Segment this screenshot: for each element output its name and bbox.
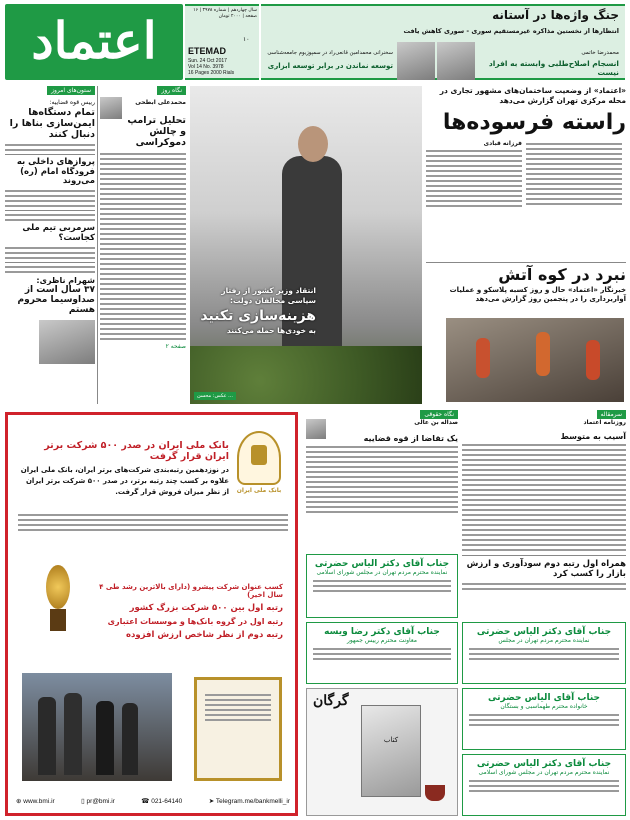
condolence-4[interactable] (462, 688, 626, 750)
condolence-1[interactable] (306, 554, 458, 618)
lead-headline[interactable]: راسته فرسوده‌ها (442, 110, 626, 136)
issue-info: سال چهاردهم | شماره ۳۹۷۸ | ۱۶ صفحه | ۲۰۰۰ تومان (193, 8, 257, 19)
achievement-3: رتبه اول در گروه بانک‌ها و موسسات اعتباری (107, 617, 283, 626)
condolence-3-title: جناب آقای دکتر الیاس حضرتی (476, 627, 612, 637)
achievement-1: کسب عنوان شرکت پیشرو (دارای بالاترین رشد طی ۴ سال اخیر) (99, 583, 283, 599)
section-tag-left: ستون‌های امروز (47, 86, 95, 95)
mid-author: صداله بن عالی (414, 419, 458, 426)
left-item1-kicker: رییس قوه قضاییه: (49, 99, 95, 106)
lead-kicker: «اعتماد» از وضعیت ساختمان‌های مشهور تجاری در محله مرکزی تهران گزارش می‌دهد (439, 86, 626, 106)
bank-ad[interactable] (5, 412, 298, 816)
main-photo-text (196, 286, 316, 335)
fire-story (426, 266, 626, 404)
condolence-5-sub: نماینده محترم مردم تهران در مجلس شورای اسلامی (478, 769, 610, 776)
mid-column (306, 410, 458, 550)
right-column (462, 410, 626, 620)
certificate (194, 677, 282, 781)
ceremony-photo (22, 673, 172, 781)
mid-author-photo (306, 419, 326, 439)
analysis-title[interactable]: تحلیل ترامپ و چالش دموکراسی (127, 115, 186, 148)
condolence-2-sub: معاونت محترم رییس جمهور (346, 637, 417, 644)
telegram-link[interactable]: ➤ Telegram.me/bankmelli_ir (208, 798, 290, 805)
nazeri-photo (39, 320, 95, 364)
teaser-top-title: جنگ واژه‌ها در آستانه (492, 8, 619, 22)
person2-photo (437, 42, 475, 80)
section-tag-right: سرمقاله (597, 410, 626, 419)
pages-latin: 16 Pages 2000 Rials (188, 70, 235, 76)
main-photo-kicker: انتقاد وزیر کشور از رفتار سیاسی مخالفان دولت: (221, 286, 316, 305)
globe-icon: ⊕ (16, 798, 24, 805)
left-item4-title[interactable]: ۳۷ سال است از صداوسیما محروم هستم (17, 284, 95, 316)
mobile-icon: ▯ (81, 798, 87, 805)
condolence-5-title: جناب آقای دکتر الیاس حضرتی (476, 759, 612, 769)
condolence-1-sub: نماینده محترم مردم تهران در مجلس شورای اسلامی (316, 569, 448, 576)
achievement-4: رتبه دوم از نظر شاخص ارزش افزوده (125, 630, 283, 640)
person2-caption: محمدرضا خاتمی (581, 50, 619, 56)
fire-sub: خبرنگار «اعتماد» حال و روز کسبه پلاسکو و عملیات آواربرداری را در پنجمین روز گزارش می‌دهد (449, 286, 626, 304)
masthead-info (185, 4, 259, 80)
condolence-5[interactable] (462, 754, 626, 816)
website-link[interactable]: ⊕ www.bmi.ir (16, 798, 55, 805)
book-ad[interactable] (306, 688, 458, 816)
telegram-icon: ➤ (208, 798, 216, 805)
book-cover-label: کتاب (383, 736, 399, 744)
trophy-icon (38, 565, 78, 637)
ad-achievements (93, 583, 283, 640)
left-item1-title[interactable]: تمام دستگاه‌ها ایمن‌سازی بناها را دنبال کنند (9, 107, 95, 140)
mid-title[interactable]: یک تقاضا از قوه قضاییه (363, 434, 458, 443)
right-sub-tag: روزنامه اعتماد (583, 419, 626, 426)
analysis-column (100, 86, 186, 404)
ad-body: در نوزدهمین رتبه‌بندی شرکت‌های برتر ایران، بانک ملی ایران علاوه بر کسب چند رتبه برتر، در صدر ۵۰۰ شرکت برتر ایران از نظر میزان فروش قرار گرفت. (20, 466, 229, 497)
teacup-icon (425, 785, 445, 801)
email-link[interactable]: ▯ pr@bmi.ir (81, 798, 115, 805)
left-column (5, 86, 95, 404)
photo-credit: عکس: محسن ... (194, 392, 236, 400)
main-photo-headline[interactable]: هزینه‌سازی تکنید (200, 307, 316, 324)
book-cover (361, 705, 421, 797)
header-teasers (261, 4, 625, 80)
latin-name: ETEMAD (188, 46, 226, 56)
teaser-top-sub: انتظارها از نخستین مذاکره غیرمستقیم سوری - سوری کاهش یافت (403, 27, 619, 35)
issue-number: ۱۰ (243, 36, 250, 43)
analysis-author: محمدعلی ابطحی (135, 99, 186, 106)
person1-photo (397, 42, 435, 80)
masthead (5, 4, 183, 80)
person1-title: توسعه نماندن در برابر توسعه ابزاری (267, 62, 393, 70)
date-latin: Sun. 24 Oct 2017 (188, 58, 227, 64)
ad-headline: بانک ملی ایران در صدر ۵۰۰ شرکت برتر ایران قرار گرفت (44, 440, 229, 462)
condolence-3-sub: نماینده محترم مردم تهران در مجلس (498, 637, 590, 644)
analysis-page-ref[interactable]: صفحه ۲ (165, 342, 186, 350)
lead-story (426, 86, 626, 258)
left-item4-kicker: شهرام ناظری: (36, 275, 95, 285)
condolence-2[interactable] (306, 622, 458, 684)
book-ad-title: گرگان (313, 693, 349, 709)
section-tag-mid: نگاه حقوقی (420, 410, 458, 419)
person1-caption: سخنرانی محمدامین قانعی‌راد در سمپوزیوم جامعه‌شناسی (267, 50, 393, 56)
section-tag-analysis: نگاه روز (157, 86, 186, 95)
ad-contact-bar (16, 793, 290, 809)
achievement-2: رتبه اول بین ۵۰۰ شرکت بزرگ کشور (129, 603, 283, 613)
condolence-4-title: جناب آقای الیاس حضرتی (488, 693, 600, 703)
phone-link[interactable]: ☎ 021-64140 (141, 798, 183, 805)
phone-icon: ☎ (141, 798, 152, 805)
lead-byline: فرزانه قبادی (483, 139, 522, 147)
left-item2-title[interactable]: پروازهای داخلی به فرودگاه امام (ره) می‌روند (16, 156, 95, 187)
condolence-4-sub: خانواده محترم طهماسبی و بستگان (500, 703, 588, 710)
issue-latin: Vol 14 No. 3978 (188, 64, 224, 70)
bank-logo-name: بانک ملی ایران (236, 487, 282, 494)
main-photo (190, 86, 422, 404)
right-lower-title[interactable]: همراه اول رتبه دوم سودآوری و ارزش بازار را کسب کرد (466, 559, 626, 579)
condolence-3[interactable] (462, 622, 626, 684)
left-item3-title[interactable]: سرمربی تیم ملی کجاست؟ (22, 223, 95, 243)
fire-headline[interactable]: نبرد در کوه آتش (498, 265, 626, 284)
condolence-2-title: جناب آقای دکتر رضا ویسه (324, 627, 440, 637)
figure-head (298, 126, 328, 162)
person2-title: انسجام اصلاح‌طلبی وابسته به افراد نیست (488, 59, 619, 77)
right-title[interactable]: آسیب به متوسط (560, 432, 626, 441)
main-photo-sub: به خودی‌ها حمله می‌کنند (226, 325, 316, 335)
author-photo (100, 97, 122, 119)
bank-logo (237, 431, 281, 485)
logo: اعتماد (31, 11, 157, 70)
condolence-1-title: جناب آقای دکتر الیاس حضرتی (314, 559, 450, 569)
fire-photo (446, 318, 624, 402)
